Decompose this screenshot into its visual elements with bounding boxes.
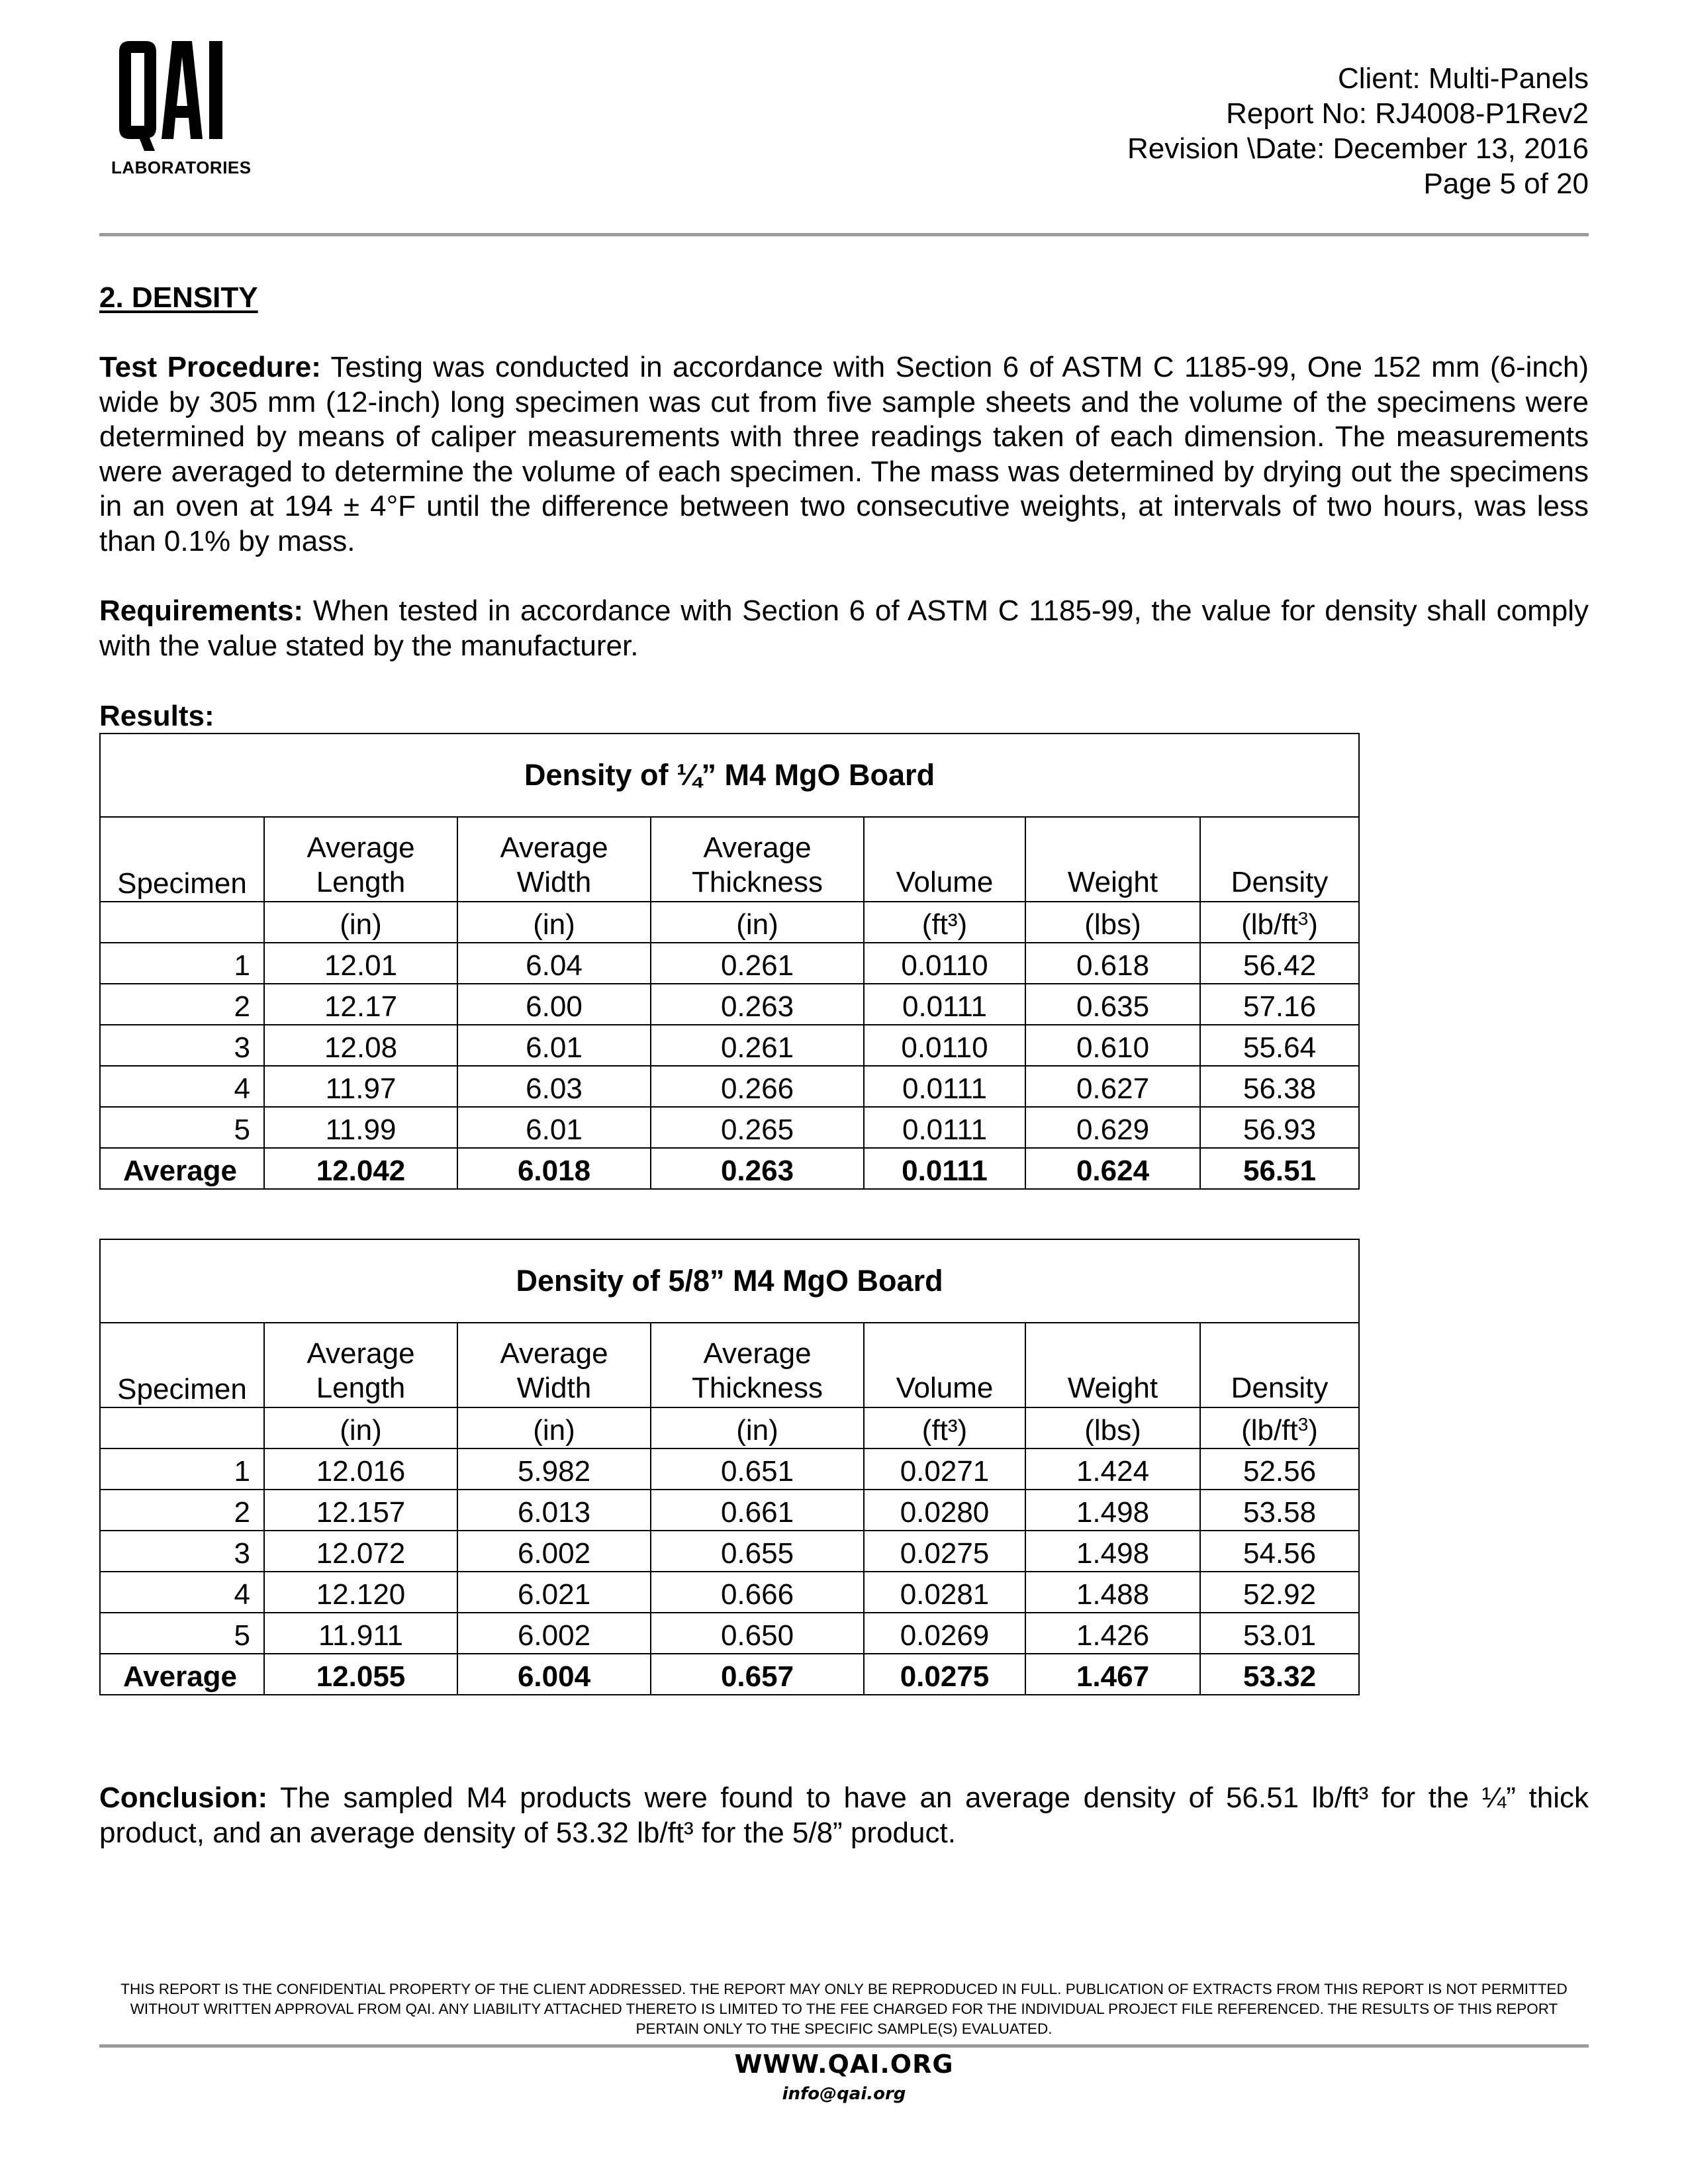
cell-weight: 0.629 (1025, 1107, 1200, 1148)
cell-avg-length: 12.042 (264, 1148, 457, 1189)
column-header-volume: Volume (864, 1323, 1025, 1407)
column-header-specimen: Specimen (100, 817, 264, 902)
unit-specimen (100, 1407, 264, 1448)
unit-weight: (lbs) (1025, 902, 1200, 943)
cell-density: 53.58 (1200, 1490, 1359, 1531)
cell-avg-thickness: 0.263 (651, 984, 864, 1025)
results-label: Results: (99, 700, 214, 732)
table-average-row (100, 1654, 1359, 1695)
requirements-text: When tested in accordance with Section 6 of ASTM C 1185-99, the value for density shall comply with the value stated by the manufacturer. (99, 594, 1589, 662)
cell-specimen: 4 (100, 1572, 264, 1613)
cell-avg-thickness: 0.655 (651, 1531, 864, 1572)
cell-avg-width: 6.013 (457, 1490, 651, 1531)
column-header-volume: Volume (864, 817, 1025, 902)
table-header-row (100, 817, 1359, 902)
cell-avg-width: 5.982 (457, 1448, 651, 1490)
unit-length: (in) (264, 902, 457, 943)
test-procedure-label: Test Procedure: (99, 351, 321, 383)
qai-logo-icon (118, 40, 237, 152)
requirements-label: Requirements: (99, 594, 304, 627)
cell-volume: 0.0110 (864, 1025, 1025, 1066)
cell-avg-length: 12.01 (264, 943, 457, 984)
cell-volume: 0.0111 (864, 1066, 1025, 1107)
cell-avg-thickness: 0.666 (651, 1572, 864, 1613)
cell-density: 54.56 (1200, 1531, 1359, 1572)
cell-volume: 0.0110 (864, 943, 1025, 984)
unit-length: (in) (264, 1407, 457, 1448)
test-procedure-text: Testing was conducted in accordance with Section 6 of ASTM C 1185-99, One 152 mm (6-inch) wide by 305 mm (12-inch) long specimen was cut from five sample sheets and the volume of the specimens were determined by means of caliper measurements with three readings taken of each dimension. The measurements were averaged to determine the volume of each specimen. The mass was determined by drying out the specimens in an oven at 194 ± 4°F until the difference between two consecutive weights, at intervals of two hours, was less than 0.1% by mass. (99, 351, 1589, 557)
table-row (100, 1613, 1359, 1654)
cell-specimen: 4 (100, 1066, 264, 1107)
column-header-avg-width: Average Width (457, 817, 651, 902)
cell-avg-thickness: 0.651 (651, 1448, 864, 1490)
table-row (100, 984, 1359, 1025)
table-body (100, 943, 1359, 1189)
page-number: Page 5 of 20 (1423, 167, 1589, 200)
column-header-weight: Weight (1025, 817, 1200, 902)
cell-avg-thickness: 0.265 (651, 1107, 864, 1148)
unit-thickness: (in) (651, 1407, 864, 1448)
cell-avg-length: 12.17 (264, 984, 457, 1025)
table-title: Density of 5/8” M4 MgO Board (100, 1239, 1359, 1323)
cell-avg-width: 6.004 (457, 1654, 651, 1695)
table-body (100, 1448, 1359, 1695)
cell-weight: 0.624 (1025, 1148, 1200, 1189)
table-header-row (100, 1323, 1359, 1407)
cell-density: 56.42 (1200, 943, 1359, 984)
cell-avg-width: 6.002 (457, 1613, 651, 1654)
cell-avg-width: 6.021 (457, 1572, 651, 1613)
cell-density: 52.92 (1200, 1572, 1359, 1613)
cell-specimen: 1 (100, 1448, 264, 1490)
cell-volume: 0.0269 (864, 1613, 1025, 1654)
cell-weight: 1.467 (1025, 1654, 1200, 1695)
column-header-avg-length: Average Length (264, 1323, 457, 1407)
report-number: Report No: RJ4008-P1Rev2 (1226, 97, 1589, 130)
conclusion-text: The sampled M4 products were found to have an average density of 56.51 lb/ft³ for the ¼” thick product, and an average density of 53.32 lb/ft³ for the 5/8” product. (99, 1781, 1589, 1849)
cell-volume: 0.0275 (864, 1654, 1025, 1695)
cell-volume: 0.0111 (864, 1148, 1025, 1189)
density-table-quarter-inch (99, 733, 1360, 1190)
table-row (100, 1572, 1359, 1613)
qai-logo (106, 40, 252, 179)
cell-avg-width: 6.03 (457, 1066, 651, 1107)
column-header-avg-length: Average Length (264, 817, 457, 902)
unit-volume: (ft³) (864, 902, 1025, 943)
table-row (100, 1490, 1359, 1531)
cell-density: 55.64 (1200, 1025, 1359, 1066)
density-table-five-eighths-inch (99, 1239, 1360, 1695)
cell-volume: 0.0111 (864, 984, 1025, 1025)
table-row (100, 1107, 1359, 1148)
table-average-row (100, 1148, 1359, 1189)
cell-avg-length: 12.055 (264, 1654, 457, 1695)
cell-specimen: 5 (100, 1613, 264, 1654)
unit-specimen (100, 902, 264, 943)
cell-avg-width: 6.01 (457, 1025, 651, 1066)
cell-avg-thickness: 0.263 (651, 1148, 864, 1189)
cell-specimen: 1 (100, 943, 264, 984)
cell-avg-width: 6.04 (457, 943, 651, 984)
cell-weight: 0.618 (1025, 943, 1200, 984)
cell-weight: 1.498 (1025, 1531, 1200, 1572)
cell-weight: 1.424 (1025, 1448, 1200, 1490)
cell-volume: 0.0275 (864, 1531, 1025, 1572)
unit-density: $(lb/ft^3)$ (1200, 1407, 1359, 1448)
client-name: Client: Multi-Panels (1337, 62, 1589, 95)
cell-density: 56.51 (1200, 1148, 1359, 1189)
unit-density: $(lb/ft^3)$ (1200, 902, 1359, 943)
cell-weight: 0.610 (1025, 1025, 1200, 1066)
cell-avg-length: 11.911 (264, 1613, 457, 1654)
column-header-avg-thickness: Average Thickness (651, 817, 864, 902)
cell-avg-thickness: 0.261 (651, 1025, 864, 1066)
table-row (100, 943, 1359, 984)
footer-email-link[interactable]: info@qai.org (782, 2084, 906, 2104)
column-header-specimen: Specimen (100, 1323, 264, 1407)
cell-avg-thickness: 0.261 (651, 943, 864, 984)
cell-avg-length: 12.08 (264, 1025, 457, 1066)
table-unit-row (100, 1407, 1359, 1448)
table-row (100, 1531, 1359, 1572)
cell-avg-length: 12.120 (264, 1572, 457, 1613)
cell-weight: 1.426 (1025, 1613, 1200, 1654)
cell-avg-length: 11.97 (264, 1066, 457, 1107)
cell-volume: 0.0280 (864, 1490, 1025, 1531)
cell-avg-length: 12.016 (264, 1448, 457, 1490)
unit-volume: (ft³) (864, 1407, 1025, 1448)
conclusion-paragraph (99, 1781, 1589, 1850)
section-title: 2. DENSITY (99, 281, 258, 314)
conclusion-label: Conclusion: (99, 1781, 268, 1814)
unit-width: (in) (457, 1407, 651, 1448)
requirements-paragraph (99, 594, 1589, 663)
cell-specimen: 2 (100, 984, 264, 1025)
cell-avg-length: 12.157 (264, 1490, 457, 1531)
column-header-avg-thickness: Average Thickness (651, 1323, 864, 1407)
cell-avg-thickness: 0.661 (651, 1490, 864, 1531)
table-unit-row (100, 902, 1359, 943)
cell-density: 52.56 (1200, 1448, 1359, 1490)
report-header-info (1127, 61, 1589, 201)
cell-specimen: 2 (100, 1490, 264, 1531)
cell-volume: 0.0271 (864, 1448, 1025, 1490)
table-row (100, 1066, 1359, 1107)
unit-width: (in) (457, 902, 651, 943)
cell-specimen: 5 (100, 1107, 264, 1148)
table-row (100, 1448, 1359, 1490)
cell-volume: 0.0281 (864, 1572, 1025, 1613)
test-procedure-paragraph (99, 350, 1589, 559)
cell-density: 53.01 (1200, 1613, 1359, 1654)
cell-avg-width: 6.002 (457, 1531, 651, 1572)
footer-website-link[interactable]: WWW.QAI.ORG (734, 2050, 954, 2079)
table-title: Density of ¼” M4 MgO Board (100, 734, 1359, 817)
cell-avg-width: 6.00 (457, 984, 651, 1025)
header-divider (99, 233, 1589, 236)
cell-weight: 1.488 (1025, 1572, 1200, 1613)
cell-weight: 0.635 (1025, 984, 1200, 1025)
confidentiality-disclaimer: THIS REPORT IS THE CONFIDENTIAL PROPERTY OF THE CLIENT ADDRESSED. THE REPORT MAY ONLY BE REPRODUCED IN FULL. PUBLICATION OF EXTRACTS FROM THIS REPORT IS NOT PERMITTED WITHOUT WRITTEN APPROVAL FROM QAI. ANY LIABILITY ATTACHED THERETO IS LIMITED TO THE FEE CHARGED FOR THE INDIVIDUAL PROJECT FILE REFERENCED. THE RESULTS OF THIS REPORT PERTAIN ONLY TO THE SPECIFIC SAMPLE(S) EVALUATED. (120, 1981, 1568, 2037)
table-row (100, 1025, 1359, 1066)
column-header-density: Density (1200, 817, 1359, 902)
column-header-weight: Weight (1025, 1323, 1200, 1407)
cell-specimen: 3 (100, 1025, 264, 1066)
cell-avg-width: 6.018 (457, 1148, 651, 1189)
cell-specimen: Average (100, 1654, 264, 1695)
cell-avg-thickness: 0.266 (651, 1066, 864, 1107)
cell-specimen: Average (100, 1148, 264, 1189)
footer-divider (99, 2044, 1589, 2048)
cell-weight: 1.498 (1025, 1490, 1200, 1531)
unit-thickness: (in) (651, 902, 864, 943)
unit-weight: (lbs) (1025, 1407, 1200, 1448)
cell-density: 56.38 (1200, 1066, 1359, 1107)
cell-density: 57.16 (1200, 984, 1359, 1025)
cell-specimen: 3 (100, 1531, 264, 1572)
cell-volume: 0.0111 (864, 1107, 1025, 1148)
column-header-density: Density (1200, 1323, 1359, 1407)
cell-avg-length: 12.072 (264, 1531, 457, 1572)
cell-avg-width: 6.01 (457, 1107, 651, 1148)
revision-date: Revision \Date: December 13, 2016 (1127, 132, 1589, 165)
cell-density: 53.32 (1200, 1654, 1359, 1695)
cell-weight: 0.627 (1025, 1066, 1200, 1107)
cell-density: 56.93 (1200, 1107, 1359, 1148)
cell-avg-length: 11.99 (264, 1107, 457, 1148)
cell-avg-thickness: 0.650 (651, 1613, 864, 1654)
logo-subtitle: LABORATORIES (111, 158, 252, 177)
cell-avg-thickness: 0.657 (651, 1654, 864, 1695)
column-header-avg-width: Average Width (457, 1323, 651, 1407)
